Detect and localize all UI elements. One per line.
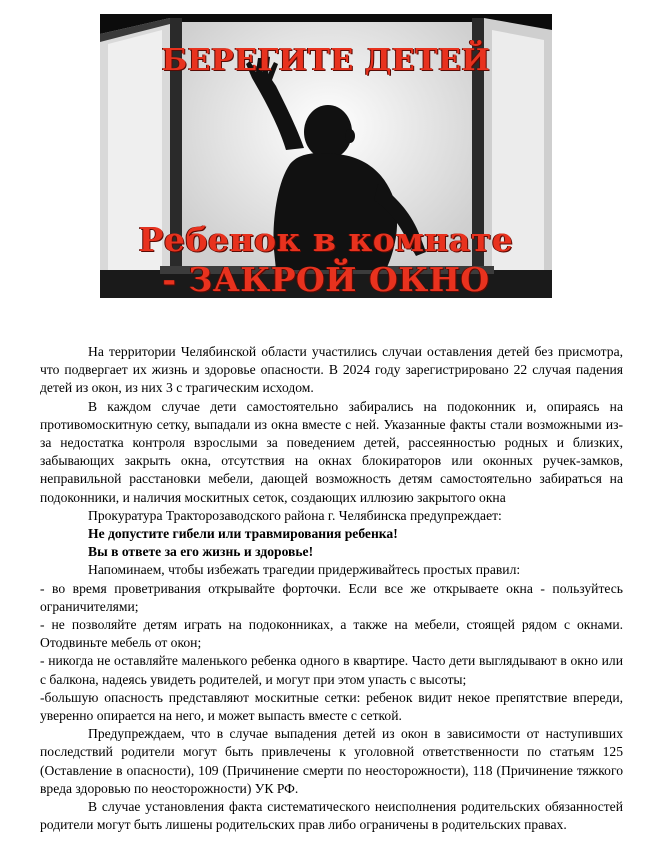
causes-paragraph: В каждом случае дети самостоятельно забирались на подоконник и, опираясь на противомоскитную сетку, выпадали из окна вместе с ней. Указанные факты стали возможными из-за недостатка контроля взрослыми за поведением детей, рассеянностью родных и близких, забывающих закрыть окна, отсутствия на окнах блокираторов или оконных ручек-замков, неправильной расстановки мебели, дающей возможность детям самостоятельно забираться на подоконники, и наличия москитных сеток, создающих иллюзию закрытого окна xyxy=(40,398,623,505)
poster-title-bottom: - ЗАКРОЙ ОКНО xyxy=(162,260,490,298)
parental-rights-paragraph: В случае установления факта систематического неисполнения родительских обязанностей родители могут быть лишены родительских прав либо ограничены в родительских правах. xyxy=(40,799,623,833)
poster-image xyxy=(100,14,552,298)
article-body xyxy=(40,343,623,834)
intro-paragraph: На территории Челябинской области участились случаи оставления детей без присмотра, что подвергает их жизнь и здоровье опасности. В 2024 году зарегистрировано 22 случая падения детей из окон, из них 3 с трагическим исходом. xyxy=(40,344,623,396)
warning-line-1: Не допустите гибели или травмирования ребенка! xyxy=(88,526,398,542)
rule-item: - во время проветривания открывайте форточки. Если все же открываете окна - пользуйтесь ограничителями; xyxy=(40,580,623,614)
warning-line-2: Вы в ответе за его жизнь и здоровье! xyxy=(88,544,314,560)
rule-item: -большую опасность представляют москитные сетки: ребенок видит некое препятствие впереди, уверенно опирается на него, и может выпасть вместе с сеткой. xyxy=(40,689,623,724)
rules-intro: Напоминаем, чтобы избежать трагедии придерживайтесь простых правил: xyxy=(88,562,521,578)
poster-title-top: БЕРЕГИТЕ ДЕТЕЙ xyxy=(161,43,491,78)
poster-title-middle: Ребенок в комнате xyxy=(138,220,514,259)
rule-item: - не позволяйте детям играть на подоконниках, а также на мебели, стоящей рядом с окнами. Отодвиньте мебель от окон; xyxy=(40,617,623,651)
liability-paragraph: Предупреждаем, что в случае выпадения детей из окон в зависимости от наступивших последствий родители могут быть привлечены к уголовной ответственности по статьям 125 (Оставление в опасности), 109 (Причинение смерти по неосторожности), 118 (Причинение тяжкого вреда здоровью по неосторожности) УК РФ. xyxy=(40,726,623,796)
rule-item: - никогда не оставляйте маленького ребенка одного в квартире. Часто дети выглядывают в окно или с балкона, надеясь увидеть родителей, и могут при этом упасть с высоты; xyxy=(40,653,623,687)
prosecutor-warning-line: Прокуратура Тракторозаводского района г. Челябинска предупреждает: xyxy=(88,507,502,523)
